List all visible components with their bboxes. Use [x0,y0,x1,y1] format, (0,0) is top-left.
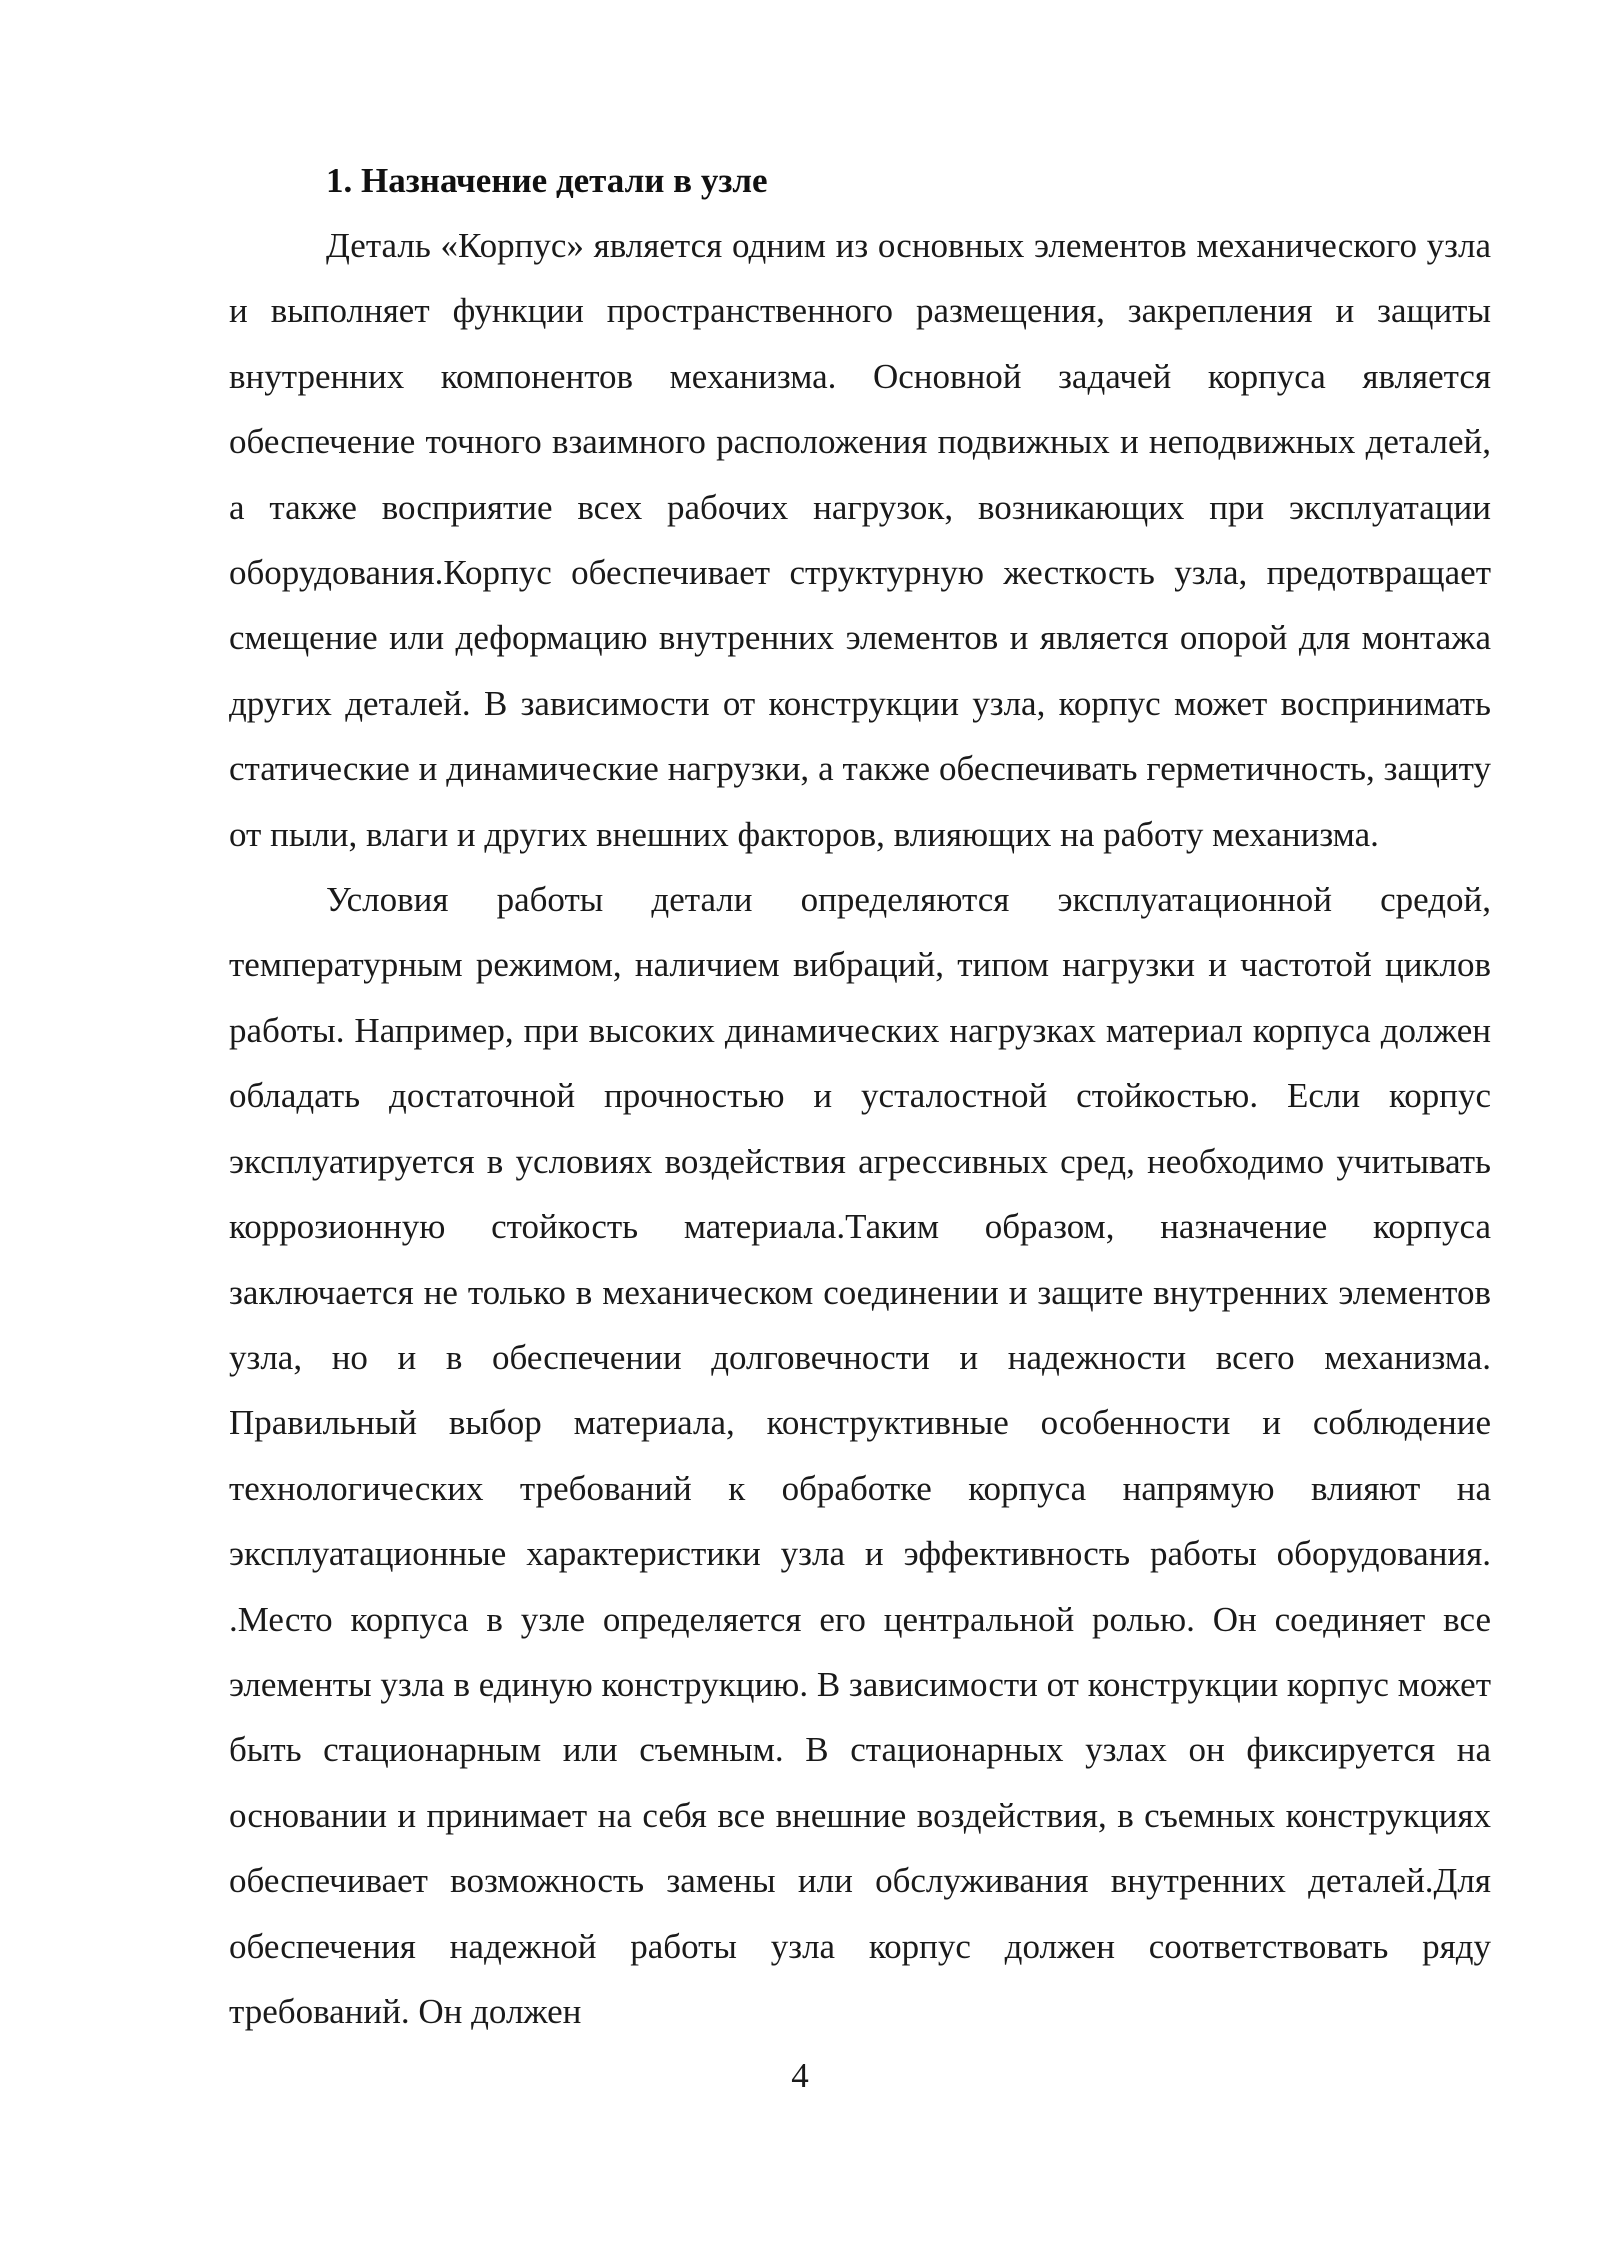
paragraph-purpose: Деталь «Корпус» является одним из основных элементов механического узла и выполняет функции пространственного размещения, закрепления и защиты внутренних компонентов механизма. Основной задачей корпуса является обеспечение точного взаимного расположения подвижных и неподвижных деталей, а также восприятие всех рабочих нагрузок, возникающих при эксплуатации оборудования.Корпус обеспечивает структурную жесткость узла, предотвращает смещение или деформацию внутренних элементов и является опорой для монтажа других деталей. В зависимости от конструкции узла, корпус может воспринимать статические и динамические нагрузки, а также обеспечивать герметичность, защиту от пыли, влаги и других внешних факторов, влияющих на работу механизма. [229,226,1491,854]
paragraph-operating-conditions: Условия работы детали определяются эксплуатационной средой, температурным режимом, наличием вибраций, типом нагрузки и частотой циклов работы. Например, при высоких динамических нагрузках материал корпуса должен обладать достаточной прочностью и усталостной стойкостью. Если корпус эксплуатируется в условиях воздействия агрессивных сред, необходимо учитывать коррозионную стойкость материала.Таким образом, назначение корпуса заключается не только в механическом соединении и защите внутренних элементов узла, но и в обеспечении долговечности и надежности всего механизма. Правильный выбор материала, конструктивные особенности и соблюдение технологических требований к обработке корпуса напрямую влияют на эксплуатационные характеристики узла и эффективность работы оборудования. .Место корпуса в узле определяется его центральной ролью. Он соединяет все элементы узла в единую конструкцию. В зависимости от конструкции корпус может быть стационарным или съемным. В стационарных узлах он фиксируется на основании и принимает на себя все внешние воздействия, в съемных конструкциях обеспечивает возможность замены или обслуживания внутренних деталей.Для обеспечения надежной работы узла корпус должен соответствовать ряду требований. Он должен [229,880,1491,2031]
page-body [229,148,1491,2044]
page-number: 4 [791,2056,809,2095]
section-heading: 1. Назначение детали в узле [326,161,768,200]
